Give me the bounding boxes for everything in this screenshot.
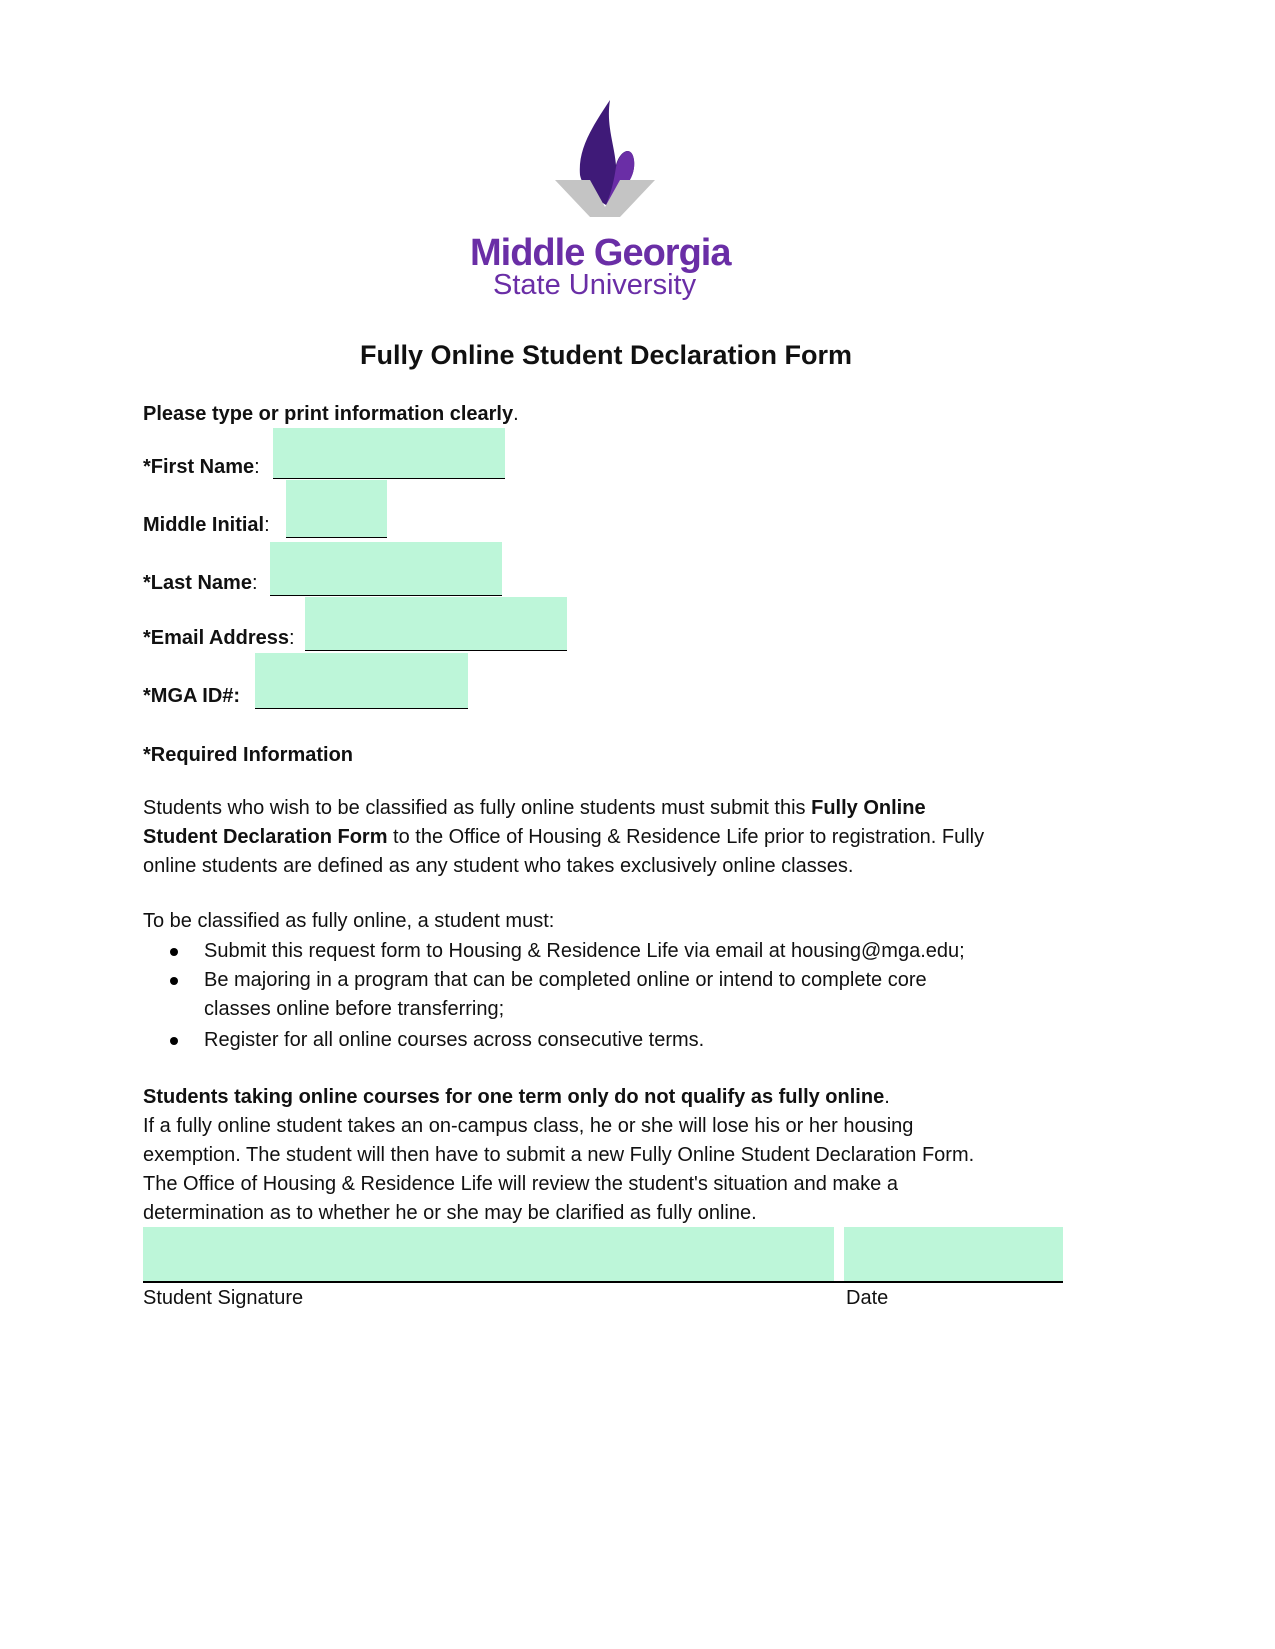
qualification-paragraph: Students taking online courses for one term only do not qualify as fully online. If a fully online student takes an on-campus class, he or she will lose his or her housing exemption. The student will then have to submit a new Fully Online Student Declaration Form. The Office of Housing & Residence Life will review the student's situation and make a determination as to whether he or she may be clarified as fully online. (143, 1086, 975, 1224)
first-name-label: *First Name: (143, 456, 260, 478)
date-label: Date (846, 1287, 889, 1309)
logo-line-1: Middle Georgia (470, 232, 731, 274)
mga-id-input[interactable] (255, 653, 468, 709)
list-item: Be majoring in a program that can be completed online or intend to complete core (143, 966, 965, 995)
email-label: *Email Address: (143, 627, 295, 649)
list-item-continuation: classes online before transferring; (204, 998, 505, 1020)
instruction (143, 400, 519, 429)
university-logo (440, 95, 770, 310)
page-title: Fully Online Student Declaration Form (359, 340, 853, 370)
signature-label: Student Signature (143, 1287, 304, 1309)
list-item: Submit this request form to Housing & Residence Life via email at housing@mga.edu; (143, 937, 965, 966)
instruction-end: . (513, 403, 519, 425)
criteria-intro: To be classified as fully online, a student must: (143, 910, 555, 932)
signature-field[interactable] (143, 1227, 834, 1281)
last-name-input[interactable] (270, 542, 502, 596)
middle-initial-label: Middle Initial: (143, 514, 270, 536)
middle-initial-input[interactable] (286, 480, 387, 538)
date-field[interactable] (844, 1227, 1063, 1281)
flame-icon (550, 95, 660, 220)
instruction-bold: Please type or print information clearly (143, 403, 514, 425)
required-note: *Required Information (143, 744, 354, 766)
last-name-label: *Last Name: (143, 572, 258, 594)
first-name-input[interactable] (273, 428, 505, 479)
signature-line (143, 1281, 1063, 1283)
mga-id-label: *MGA ID#: (143, 685, 241, 707)
list-item: Register for all online courses across consecutive terms. (143, 1026, 965, 1055)
description-paragraph: Students who wish to be classified as fully online students must submit this Fully Online Student Declaration Form to the Office of Housing & Residence Life prior to registration. Fully online students are defined as any student who takes exclusively online classes. (143, 797, 985, 877)
logo-line-2: State University (493, 269, 697, 301)
criteria-list (143, 937, 965, 1055)
email-input[interactable] (305, 597, 567, 651)
